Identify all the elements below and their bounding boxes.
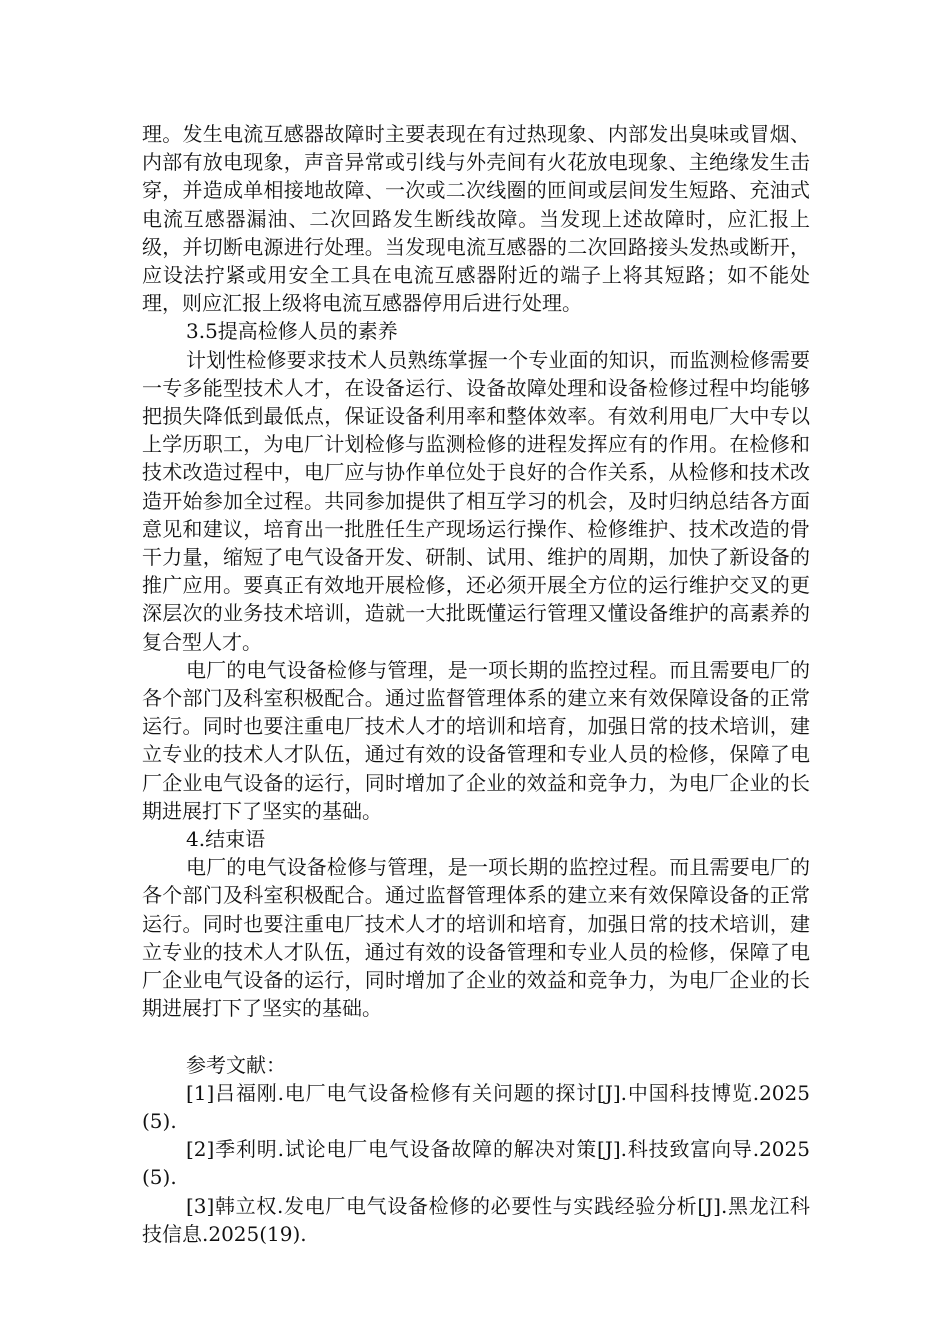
paragraph-continuation: 理。发生电流互感器故障时主要表现在有过热现象、内部发出臭味或冒烟、内部有放电现象，声音异常或引线与外壳间有火花放电现象、主绝缘发生击穿，并造成单相接地故障、一次或二次线圈的匝间或层间发生短路、充油式电流互感器漏油、二次回路发生断线故障。当发现上述故障时，应汇报上级，并切断电源进行处理。当发现电流互感器的二次回路接头发热或断开，应设法拧紧或用安全工具在电流互感器附近的端子上将其短路；如不能处理，则应汇报上级将电流互感器停用后进行处理。 [142,122,810,316]
reference-item: [2]季利明.试论电厂电气设备故障的解决对策[J].科技致富向导.2025(5). [142,1137,810,1190]
section-heading-3-5: 3.5提高检修人员的素养 [186,319,398,344]
reference-item: [3]韩立权.发电厂电气设备检修的必要性与实践经验分析[J].黑龙江科技信息.2025(19). [142,1193,810,1246]
paragraph-conclusion: 电厂的电气设备检修与管理，是一项长期的监控过程。而且需要电厂的各个部门及科室积极配合。通过监督管理体系的建立来有效保障设备的正常运行。同时也要注重电厂技术人才的培训和培育，加强日常的技术培训，建立专业的技术人才队伍，通过有效的设备管理和专业人员的检修，保障了电厂企业电气设备的运行，同时增加了企业的效益和竞争力，为电厂企业的长期进展打下了坚实的基础。 [142,855,810,1021]
section-heading-conclusion: 4.结束语 [186,827,266,852]
paragraph-summary: 电厂的电气设备检修与管理，是一项长期的监控过程。而且需要电厂的各个部门及科室积极配合。通过监督管理体系的建立来有效保障设备的正常运行。同时也要注重电厂技术人才的培训和培育，加强日常的技术培训，建立专业的技术人才队伍，通过有效的设备管理和专业人员的检修，保障了电厂企业电气设备的运行，同时增加了企业的效益和竞争力，为电厂企业的长期进展打下了坚实的基础。 [142,657,810,823]
references-heading: 参考文献： [186,1052,286,1077]
blank-line [142,1023,810,1051]
paragraph-staff-quality: 计划性检修要求技术人员熟练掌握一个专业面的知识，而监测检修需要一专多能型技术人才，在设备运行、设备故障处理和设备检修过程中均能够把损失降低到最低点，保证设备利用率和整体效率。有效利用电厂大中专以上学历职工，为电厂计划检修与监测检修的进程发挥应有的作用。在检修和技术改造过程中，电厂应与协作单位处于良好的合作关系，从检修和技术改造开始参加全过程。共同参加提供了相互学习的机会，及时归纳总结各方面意见和建议，培育出一批胜任生产现场运行操作、检修维护、技术改造的骨干力量，缩短了电气设备开发、研制、试用、维护的周期，加快了新设备的推广应用。要真正有效地开展检修，还必须开展全方位的运行维护交叉的更深层次的业务技术培训，造就一大批既懂运行管理又懂设备维护的高素养的复合型人才。 [142,347,810,654]
reference-item: [1]吕福刚.电厂电气设备检修有关问题的探讨[J].中国科技博览.2025(5). [142,1080,810,1133]
document-body [142,120,810,1248]
